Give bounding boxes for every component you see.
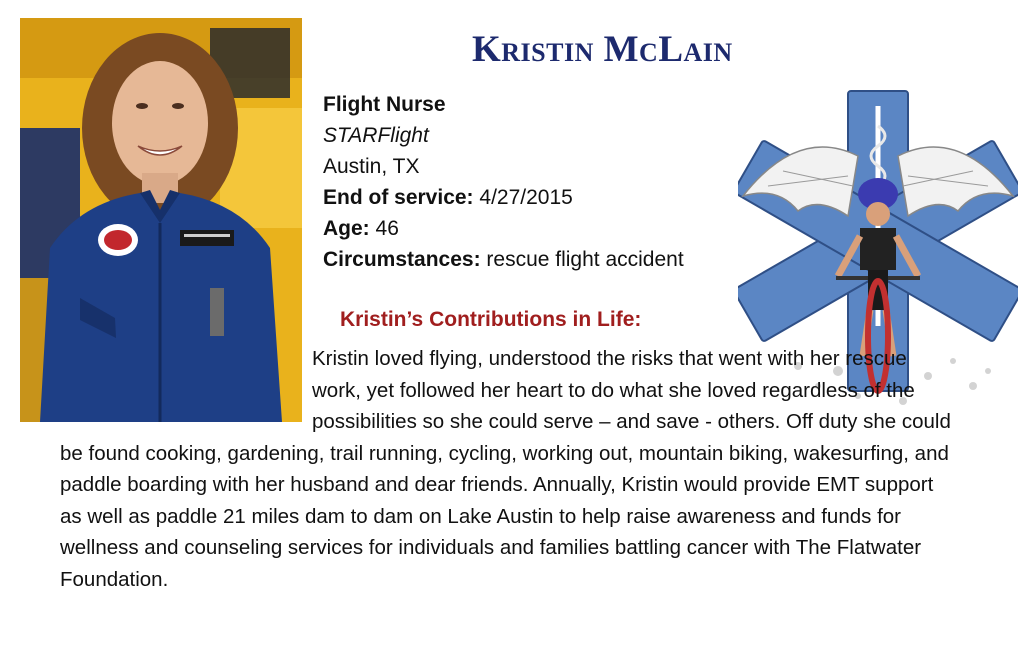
end-of-service-row (323, 182, 684, 213)
age-label: Age: (323, 217, 370, 240)
circumstances-value: rescue flight accident (486, 248, 684, 271)
contributions-heading: Kristin’s Contributions in Life: (340, 308, 642, 331)
person-name: Kristin McLain (472, 29, 733, 70)
contributions-paragraph (60, 343, 960, 595)
job-title: Flight Nurse (323, 93, 446, 116)
location: Austin, TX (323, 155, 420, 178)
age-row (323, 213, 684, 244)
organization: STARFlight (323, 124, 429, 147)
end-of-service-value: 4/27/2015 (479, 186, 573, 209)
age-value: 46 (375, 217, 399, 240)
circumstances-row (323, 244, 684, 275)
circumstances-label: Circumstances: (323, 248, 481, 271)
end-of-service-label: End of service: (323, 186, 474, 209)
photo-wrap-spacer (60, 343, 312, 437)
info-block (323, 89, 684, 275)
contributions-text: Kristin loved flying, understood the risks that went with her rescue work, yet followed her heart to do what she loved regardless of the possibilities so she could serve – and save - others. Off duty she could be found cooking, gardening, trail running, cycling, working out, mountain biking, wakesurfing, and paddle boarding with her husband and dear friends. Annually, Kristin would provide EMT support as well as paddle 21 miles dam to dam on Lake Austin to help raise awareness and funds for wellness and counseling services for individuals and families battling cancer with The Flatwater Foundation. (60, 347, 951, 591)
